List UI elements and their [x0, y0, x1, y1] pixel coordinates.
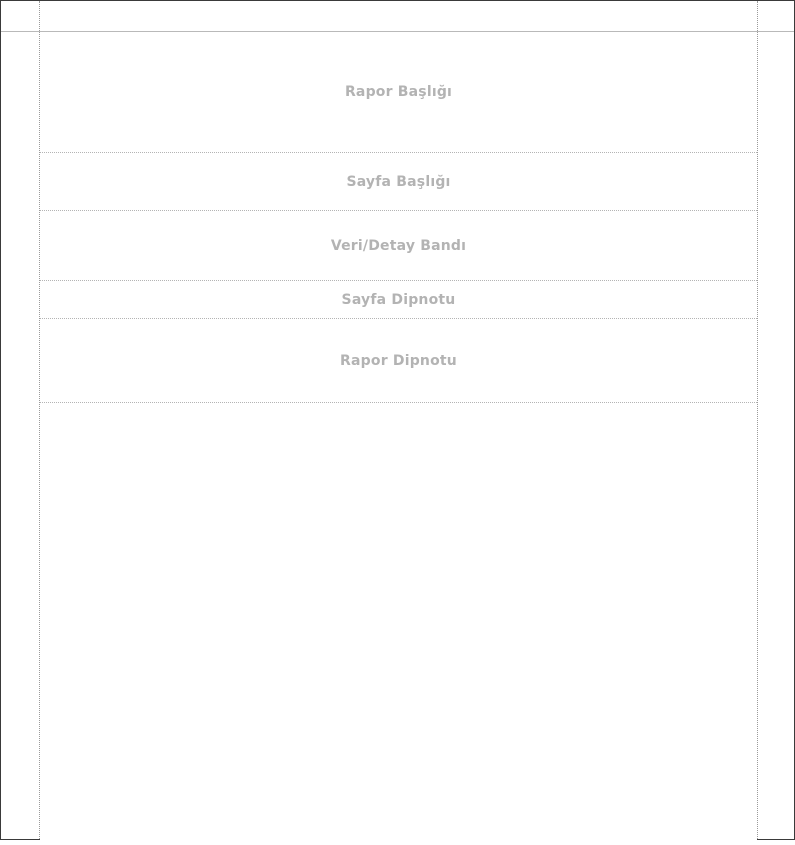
right-margin-guide: [757, 1, 758, 839]
band-page-footer[interactable]: [40, 280, 757, 318]
band-detail-label: Veri/Detay Bandı: [330, 237, 467, 254]
band-page-header-label: Sayfa Başlığı: [346, 173, 451, 190]
band-report-footer-label: Rapor Dipnotu: [340, 352, 457, 369]
band-stack: [40, 32, 757, 845]
band-report-footer[interactable]: [40, 318, 757, 402]
band-report-header[interactable]: [40, 32, 757, 152]
band-report-header-label: Rapor Başlığı: [344, 84, 453, 100]
band-page-footer-label: Sayfa Dipnotu: [341, 291, 456, 308]
band-detail[interactable]: [40, 210, 757, 280]
band-page-header[interactable]: [40, 152, 757, 210]
empty-work-area[interactable]: [40, 402, 757, 845]
